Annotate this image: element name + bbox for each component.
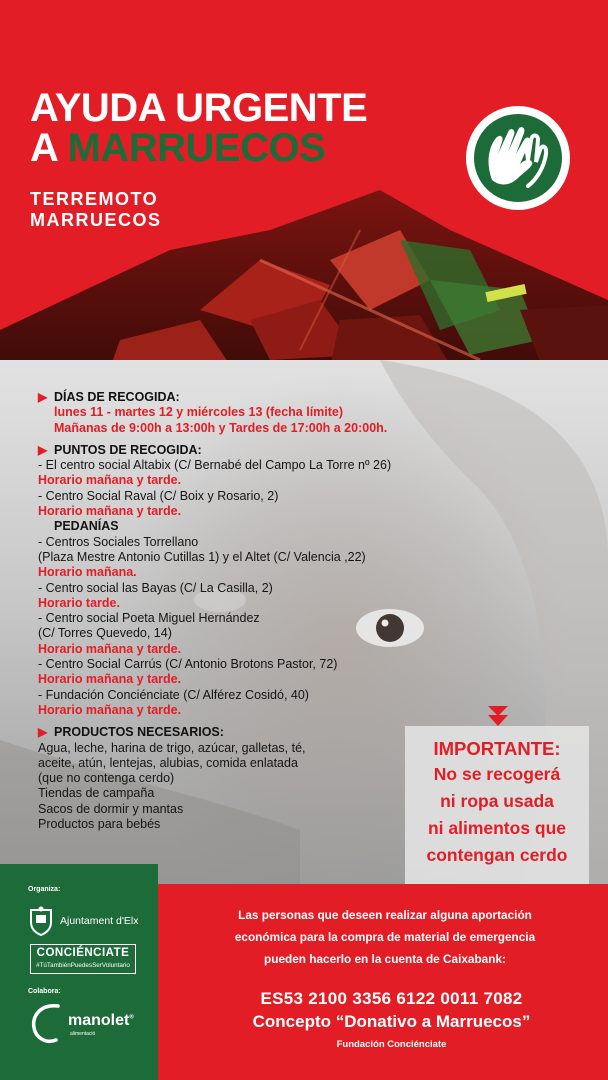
concienciate-name: CONCIÉNCIATE	[36, 947, 130, 959]
coat-of-arms-icon	[28, 906, 54, 936]
organiza-label: Organiza:	[28, 886, 61, 893]
punto-torrellano: - Centros Sociales Torrellano	[38, 534, 199, 549]
importante-title: IMPORTANTE:	[433, 738, 561, 759]
dias-title: ▶ DÍAS DE RECOGIDA:	[38, 390, 180, 404]
producto-line: aceite, atún, lentejas, alubias, comida enlatada	[38, 755, 298, 770]
punto-fundacion-horario: Horario mañana y tarde.	[38, 702, 182, 717]
iban-number: ES53 2100 3356 6122 0011 7082	[260, 989, 523, 1008]
punto-torrellano-address: (Plaza Mestre Antonio Cutillas 1) y el Altet (C/ Valencia ,22)	[38, 549, 366, 564]
punto-altabix-horario: Horario mañana y tarde.	[38, 473, 182, 488]
importante-line: ni alimentos que	[427, 818, 567, 838]
title-highlight: MARRUECOS	[67, 126, 326, 170]
manolet-icon	[30, 1000, 66, 1046]
dias-dates: lunes 11 - martes 12 y miércoles 13 (fecha límite)	[54, 405, 344, 420]
producto-line: Sacos de dormir y mantas	[38, 801, 184, 816]
subtitle-line-1: TERREMOTO	[30, 189, 159, 209]
producto-line: (que no contenga cerdo)	[38, 771, 175, 786]
importante-line: contengan cerdo	[426, 845, 568, 865]
ajuntament-name: Ajuntament d'Elx	[60, 915, 139, 927]
page-title	[30, 88, 367, 168]
puntos-title: ▶ PUNTOS DE RECOGIDA:	[38, 442, 202, 457]
punto-poeta-horario: Horario mañana y tarde.	[38, 641, 182, 656]
punto-altabix: - El centro social Altabix (C/ Bernabé del Campo La Torre nº 26)	[38, 458, 392, 473]
importante-line: No se recogerá	[433, 764, 561, 784]
ajuntament-logo	[28, 906, 154, 936]
concepto: Concepto “Donativo a Marruecos”	[252, 1012, 531, 1031]
punto-raval: - Centro Social Raval (C/ Boix y Rosario, 2)	[38, 488, 279, 503]
punto-bayas: - Centro social las Bayas (C/ La Casilla, 2)	[38, 580, 273, 595]
arrow-right-icon: ▶	[38, 725, 48, 740]
title-prefix: A	[30, 126, 68, 170]
punto-carrus: - Centro Social Carrús (C/ Antonio Brotons Pastor, 72)	[38, 657, 338, 672]
pedanias-title: PEDANÍAS	[54, 519, 119, 534]
arrow-down-icon	[486, 704, 510, 728]
manolet-sub: alimentació	[70, 1031, 96, 1037]
punto-torrellano-horario: Horario mañana.	[38, 565, 137, 580]
manolet-logo	[30, 1000, 150, 1050]
hands-icon	[474, 114, 562, 202]
title-line-2	[30, 128, 367, 168]
producto-line: Tiendas de campaña	[38, 786, 155, 801]
importante-line: ni ropa usada	[440, 791, 554, 811]
subtitle-line-2: MARRUECOS	[30, 210, 162, 230]
punto-carrus-horario: Horario mañana y tarde.	[38, 672, 182, 687]
donation-text-line: Las personas que deseen realizar alguna aportación	[238, 908, 532, 922]
productos-title: ▶ PRODUCTOS NECESARIOS:	[38, 725, 224, 740]
fundacion-name: Fundación Conciénciate	[336, 1039, 447, 1050]
producto-line: Agua, leche, harina de trigo, azúcar, galletas, té,	[38, 740, 306, 755]
header	[0, 0, 608, 370]
producto-line: Productos para bebés	[38, 817, 161, 832]
concienciate-logo	[30, 944, 136, 974]
punto-poeta-address: (C/ Torres Quevedo, 14)	[38, 626, 172, 641]
info-section	[38, 390, 418, 832]
punto-raval-horario: Horario mañana y tarde.	[38, 504, 182, 519]
donation-text-line: económica para la compra de material de emergencia	[234, 930, 536, 944]
donation-text-line: pueden hacerlo en la cuenta de Caixabank:	[264, 952, 506, 966]
concienciate-tag: #TúTambiénPuedesSerVoluntario	[36, 962, 130, 969]
arrow-right-icon: ▶	[38, 442, 48, 457]
campaign-logo	[466, 106, 570, 210]
donation-text	[200, 904, 570, 970]
punto-fundacion: - Fundación Conciénciate (C/ Alférez Cosidó, 40)	[38, 687, 309, 702]
dias-hours: Mañanas de 9:00h a 13:00h y Tardes de 17:00h a 20:00h.	[54, 420, 388, 435]
punto-bayas-horario: Horario tarde.	[38, 595, 120, 610]
manolet-name: manolet®	[68, 1012, 134, 1029]
punto-poeta: - Centro social Poeta Miguel Hernández	[38, 611, 260, 626]
importante-box	[405, 726, 589, 884]
colabora-label: Colabora:	[28, 988, 61, 995]
logo-background	[474, 114, 562, 202]
subtitle	[30, 189, 190, 231]
arrow-right-icon: ▶	[38, 390, 48, 404]
title-line-1: AYUDA URGENTE	[30, 86, 368, 130]
